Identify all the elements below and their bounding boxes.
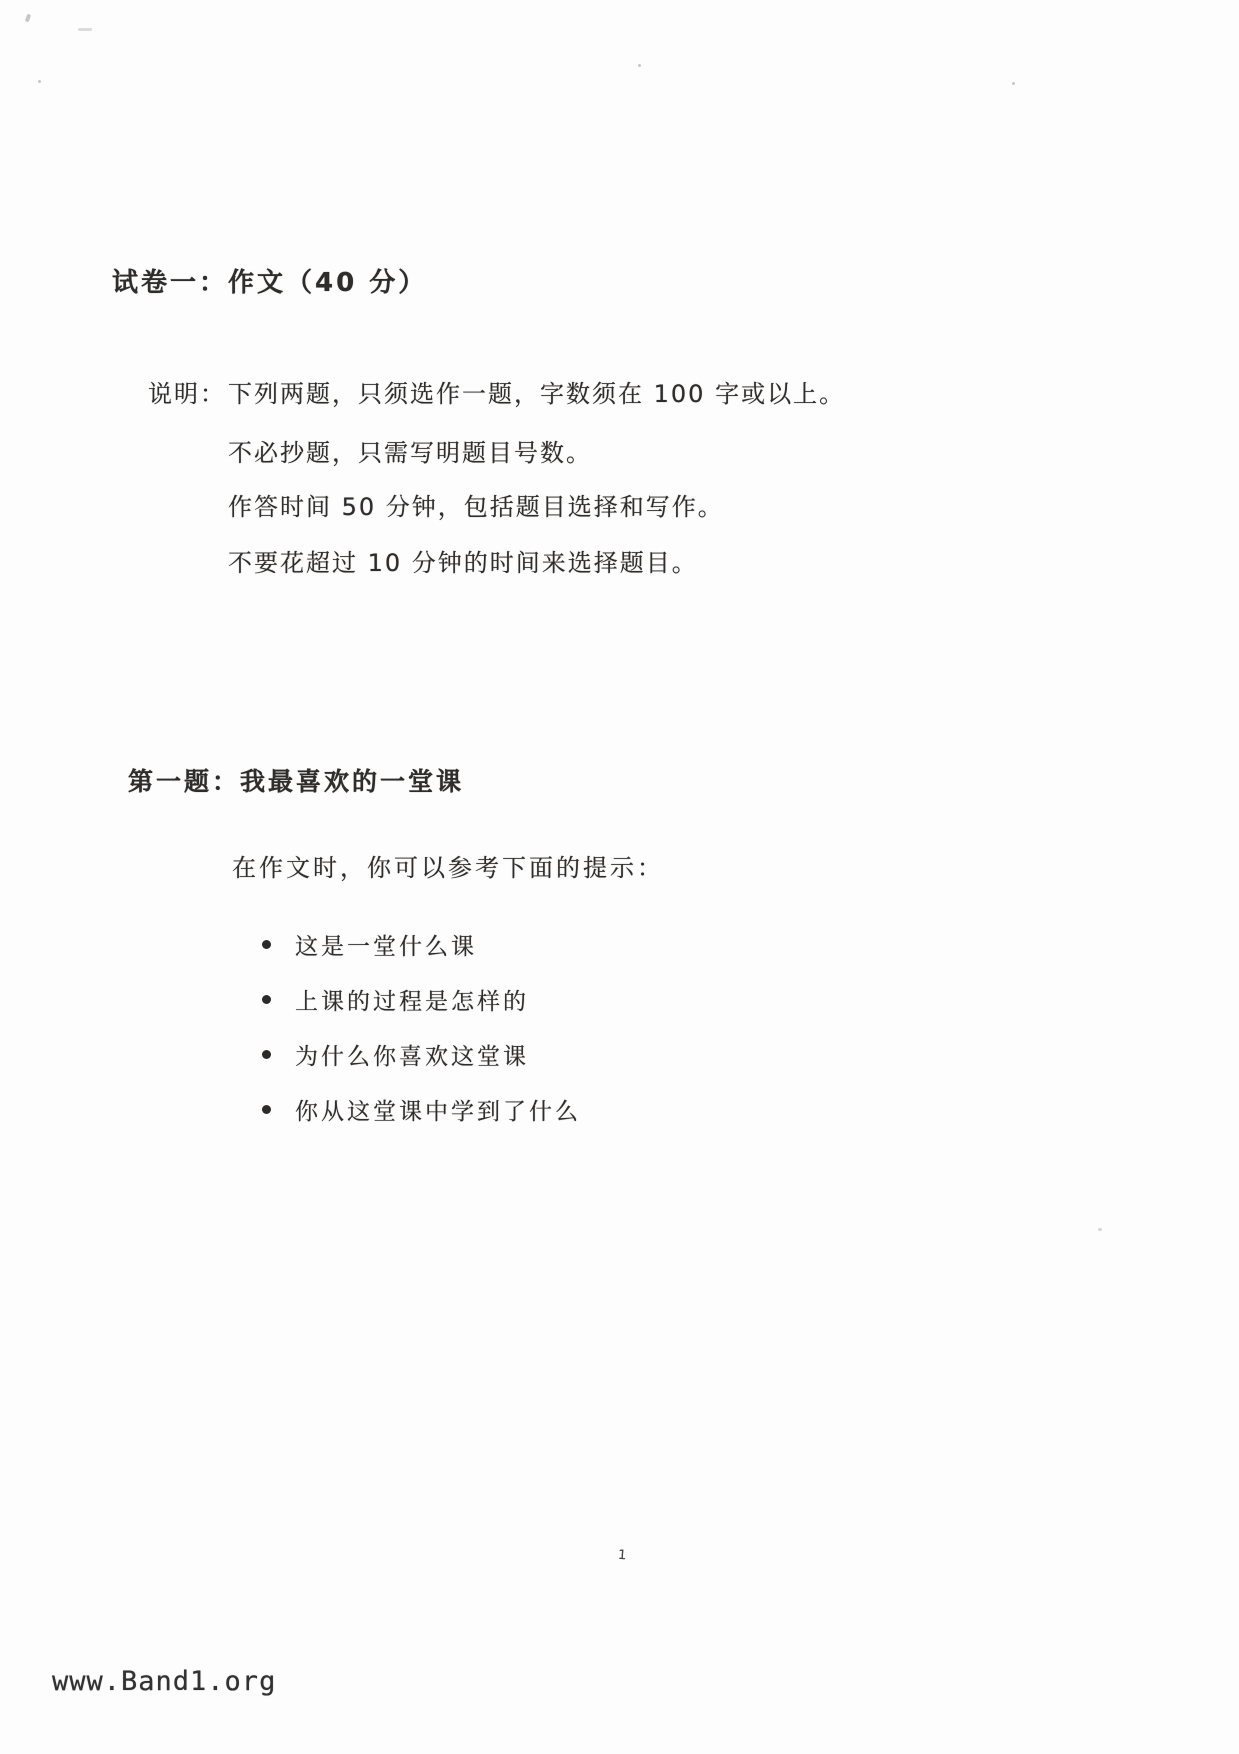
bullet-icon [262, 940, 271, 949]
question-one-heading: 第一题：我最喜欢的一堂课 [128, 767, 465, 796]
hint-text: 为什么你喜欢这堂课 [295, 1043, 529, 1070]
hint-list [262, 928, 581, 1148]
scan-speck [638, 64, 641, 67]
bullet-icon [262, 1105, 271, 1114]
bullet-icon [262, 995, 271, 1004]
instruction-line: 不必抄题，只需写明题目号数。 [228, 439, 592, 467]
hint-list-item [262, 1038, 581, 1070]
scan-speck [78, 28, 92, 31]
scan-speck [1098, 1228, 1102, 1231]
page-number: 1 [617, 1547, 627, 1564]
hint-list-item [262, 1093, 581, 1125]
hint-text: 你从这堂课中学到了什么 [295, 1098, 581, 1125]
scan-speck [25, 14, 31, 23]
question-one-hint-intro: 在作文时，你可以参考下面的提示： [232, 854, 664, 882]
bullet-icon [262, 1050, 271, 1059]
hint-list-item [262, 983, 581, 1015]
paper-title: 试卷一：作文（40 分） [112, 268, 428, 298]
instruction-line: 作答时间 50 分钟，包括题目选择和写作。 [228, 493, 724, 521]
scan-speck [38, 80, 41, 83]
instructions-label: 说明： [148, 380, 226, 408]
watermark-url: www.Band1.org [52, 1666, 277, 1697]
instruction-line: 下列两题，只须选作一题，字数须在 100 字或以上。 [228, 380, 846, 408]
hint-list-item [262, 928, 581, 960]
instruction-line: 不要花超过 10 分钟的时间来选择题目。 [228, 549, 698, 577]
scan-speck [1012, 82, 1015, 85]
hint-text: 这是一堂什么课 [295, 933, 477, 960]
hint-text: 上课的过程是怎样的 [295, 988, 529, 1015]
